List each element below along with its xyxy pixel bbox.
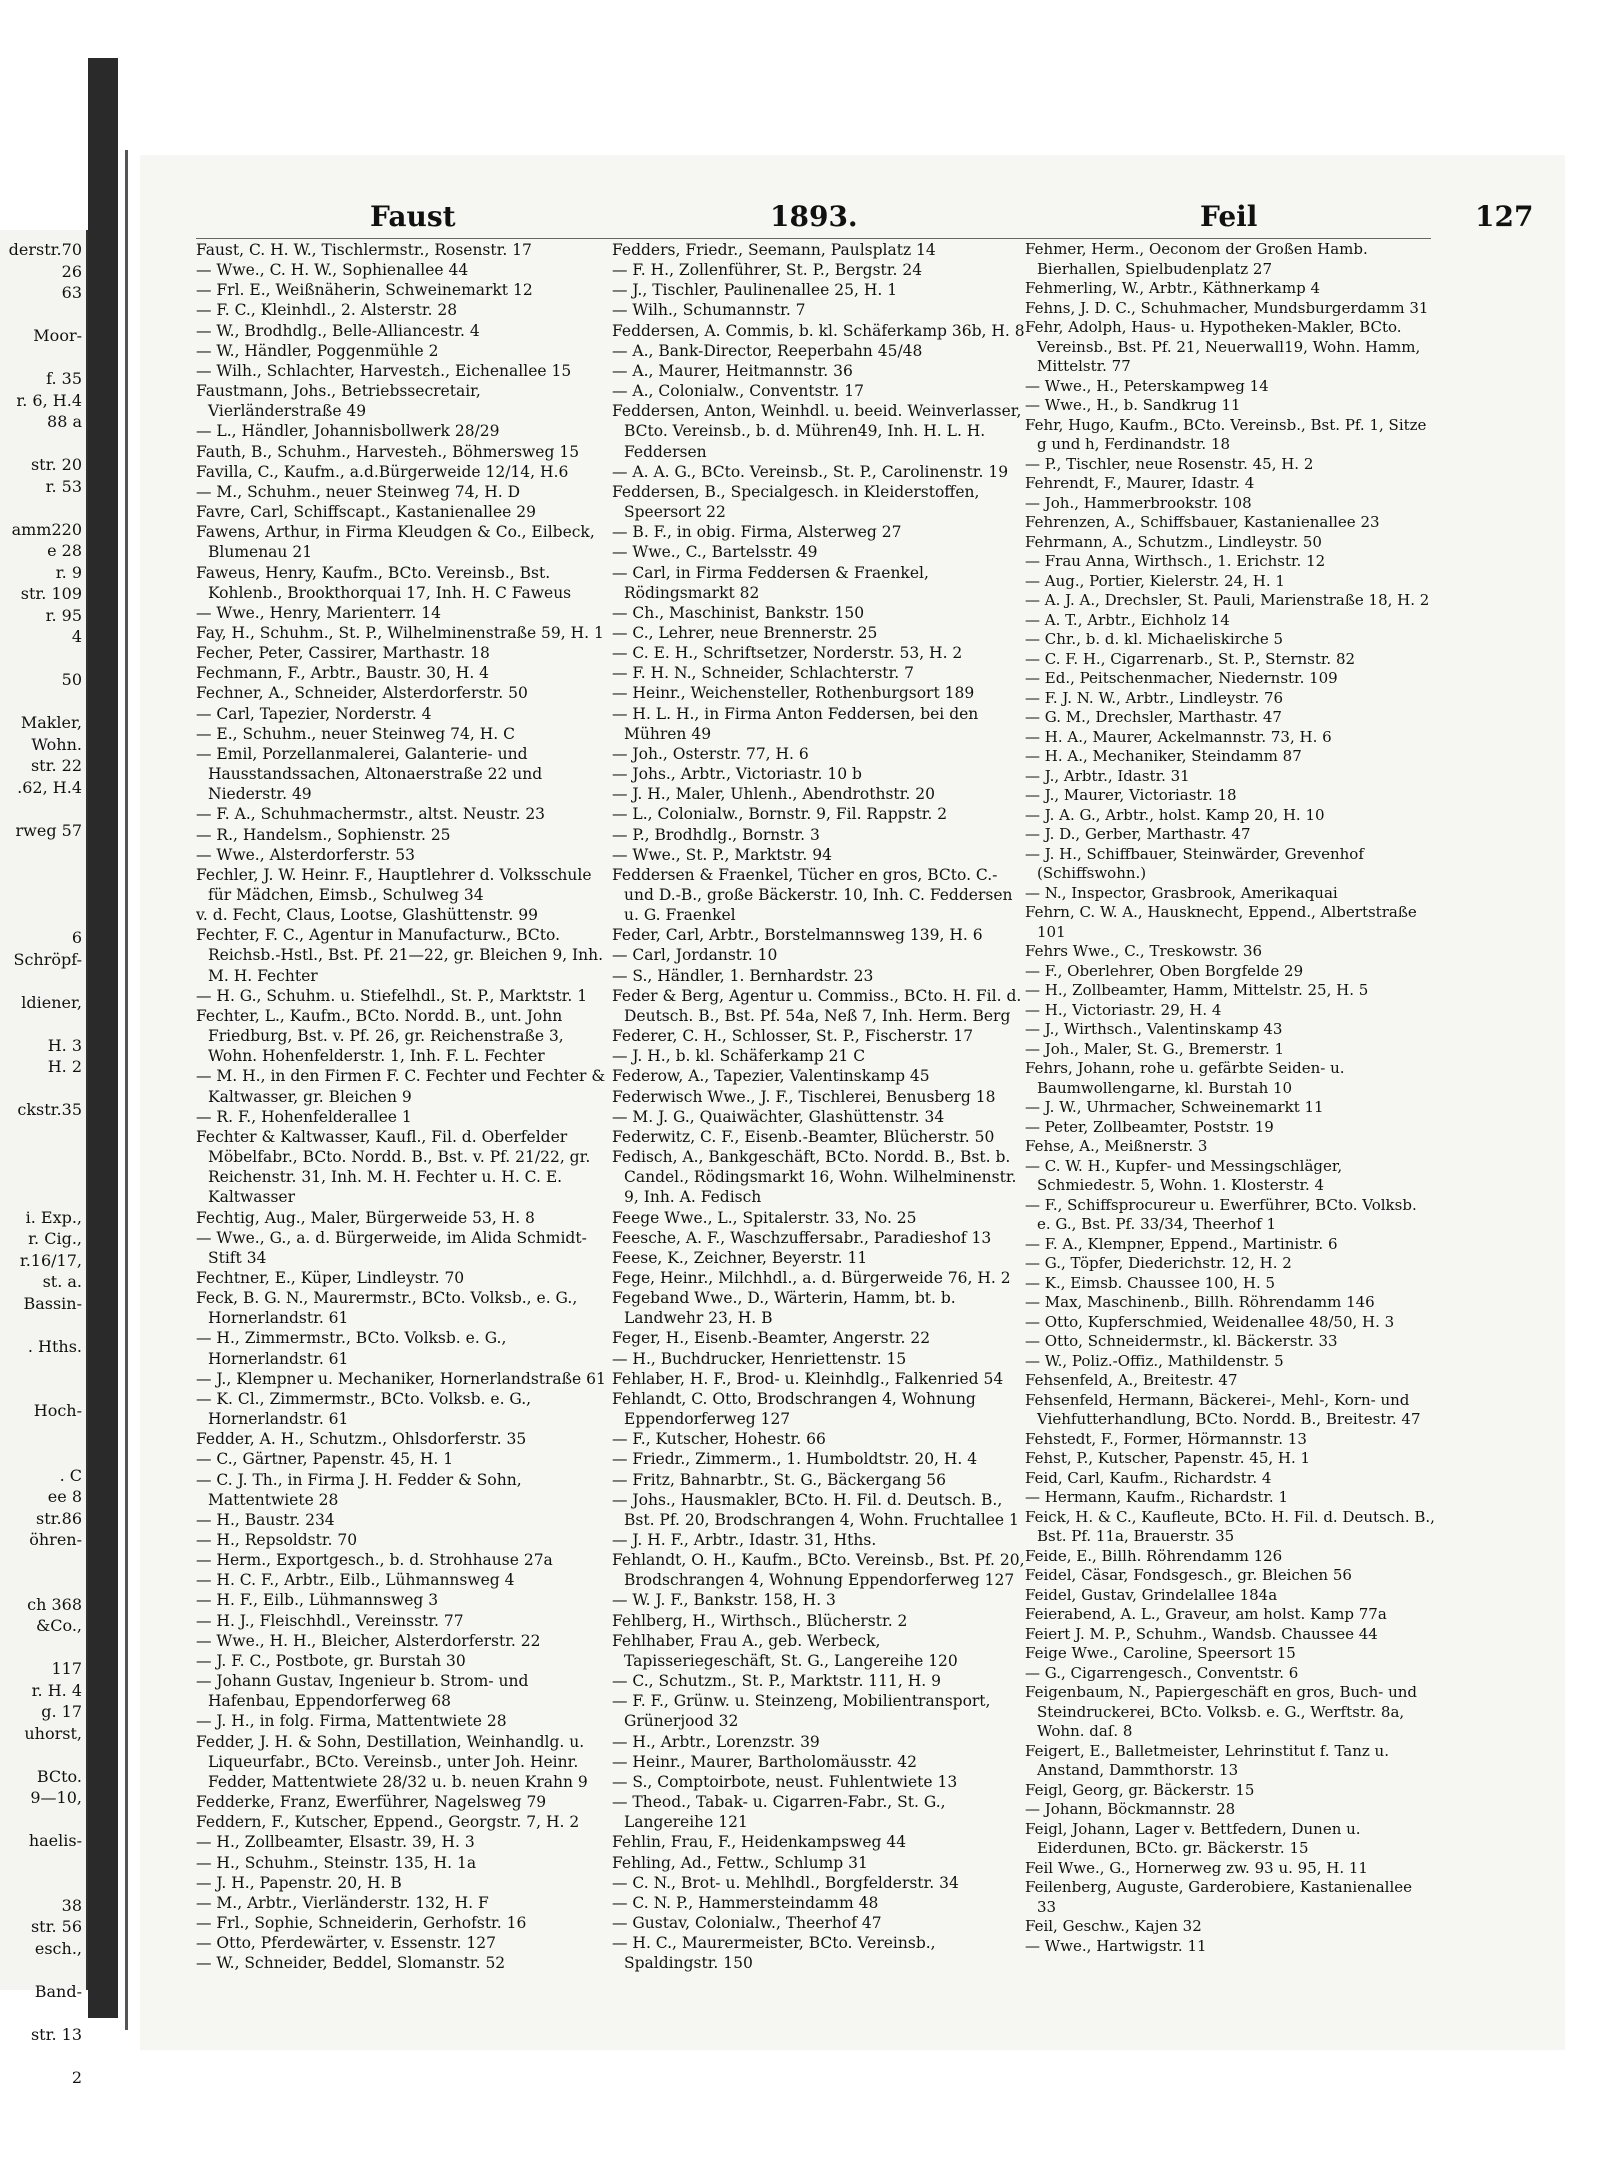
directory-entry: — Wwe., H., b. Sandkrug 11 — [1025, 396, 1241, 414]
directory-entry: — Gustav, Colonialw., Theerhof 47 — [612, 1913, 882, 1932]
directory-entry: — Otto, Kupferschmied, Weidenallee 48/50, H. 3 — [1025, 1312, 1395, 1331]
previous-page-fragment: öhren- — [29, 1530, 82, 1549]
directory-entry: — Wwe., C., Bartelsstr. 49 — [612, 543, 818, 562]
directory-entry: — Johs., Arbtr., Victoriastr. 10 b — [612, 765, 862, 784]
directory-entry: Feil, Geschw., Kajen 32 — [1025, 1917, 1202, 1935]
directory-entry: — C., Schutzm., St. P., Marktstr. 111, H. 9 — [612, 1672, 941, 1691]
directory-entry: — S., Comptoirbote, neust. Fuhlentwiete 13 — [612, 1772, 958, 1791]
directory-entry: Feigert, E., Balletmeister, Lehrinstitut f. Tanz u. Anstand, Dammthorstr. 13 — [1025, 1741, 1389, 1779]
directory-entry: Fehstedt, F., Former, Hörmannstr. 13 — [1025, 1429, 1307, 1448]
directory-entry: Fehmer, Herm., Oeconom der Großen Hamb. Bierhallen, Spielbudenplatz 27 — [1025, 240, 1368, 278]
previous-page-fragment: 4 — [71, 627, 82, 646]
directory-entry: — H., Zollbeamter, Elsastr. 39, H. 3 — [196, 1833, 475, 1852]
directory-entry: Fehr, Hugo, Kaufm., BCto. Vereinsb., Bst. Pf. 1, Sitze g und h, Ferdinandstr. 18 — [1025, 415, 1427, 453]
directory-entry: Fehrn, C. W. A., Hausknecht, Eppend., Albertstraße 101 — [1025, 903, 1417, 941]
directory-entry: — K. Cl., Zimmermstr., BCto. Volksb. e. G., Hornerlandstr. 61 — [196, 1389, 532, 1429]
directory-entry: — H. F., Eilb., Lühmannsweg 3 — [196, 1591, 439, 1610]
directory-entry: Feese, K., Zeichner, Beyerstr. 11 — [612, 1248, 868, 1267]
previous-page-fragment: e 28 — [47, 541, 82, 560]
directory-entry: — W., Schneider, Beddel, Slomanstr. 52 — [196, 1954, 506, 1973]
directory-entry: — H., Baustr. 234 — [196, 1510, 335, 1529]
directory-entry: Fechmann, F., Arbtr., Baustr. 30, H. 4 — [196, 664, 490, 683]
directory-entry: — G. M., Drechsler, Marthastr. 47 — [1025, 708, 1282, 726]
directory-entry: — C. W. H., Kupfer- und Messingschläger, Schmiedestr. 5, Wohn. 1. Klosterstr. 4 — [1025, 1156, 1343, 1194]
previous-page-fragment: H. 3 — [47, 1035, 82, 1055]
previous-page-fragment: Makler, — [20, 713, 82, 732]
directory-entry: Fehlberg, H., Wirthsch., Blücherstr. 2 — [612, 1611, 908, 1630]
directory-entry: Fauth, B., Schuhm., Harvesteh., Böhmersweg 15 — [196, 442, 580, 461]
directory-entry: — S., Händler, 1. Bernhardstr. 23 — [612, 966, 874, 985]
directory-entry: Feesche, A. F., Waschzuffersabr., Paradieshof 13 — [612, 1228, 992, 1247]
previous-page-fragment: str.86 — [36, 1508, 82, 1528]
directory-entry: — Johann, Böckmannstr. 28 — [1025, 1800, 1236, 1818]
directory-entry: Fehsenfeld, Hermann, Bäckerei-, Mehl-, Korn- und Viehfutterhandlung, BCto. Nordd. B., Breitestr. 47 — [1025, 1390, 1421, 1428]
directory-entry: — Ch., Maschinist, Bankstr. 150 — [612, 603, 865, 622]
directory-entry: Faweus, Henry, Kaufm., BCto. Vereinsb., Bst. Kohlenb., Brookthorquai 17, Inh. H. C Faweus — [196, 563, 572, 602]
directory-entry: Fehlhaber, Frau A., geb. Werbeck, Tapisseriegeschäft, St. G., Langereihe 120 — [612, 1631, 958, 1670]
directory-entry: — H. J., Fleischhdl., Vereinsstr. 77 — [196, 1611, 464, 1630]
directory-entry: Fechtner, E., Küper, Lindleystr. 70 — [196, 1268, 465, 1287]
directory-entry: Fecher, Peter, Cassirer, Marthastr. 18 — [196, 644, 490, 663]
directory-entry: — Joh., Maler, St. G., Bremerstr. 1 — [1025, 1039, 1285, 1058]
directory-entry: Feierabend, A. L., Graveur, am holst. Kamp 77a — [1025, 1605, 1387, 1623]
directory-entry: — B. F., in obig. Firma, Alsterweg 27 — [612, 523, 902, 542]
directory-entry: — H., Zollbeamter, Hamm, Mittelstr. 25, H. 5 — [1025, 981, 1369, 999]
directory-entry: Fehsenfeld, A., Breitestr. 47 — [1025, 1371, 1238, 1389]
directory-entry: Feege Wwe., L., Spitalerstr. 33, No. 25 — [612, 1208, 917, 1227]
directory-entry: Feige Wwe., Caroline, Speersort 15 — [1025, 1644, 1296, 1662]
directory-entry: Feck, B. G. N., Maurermstr., BCto. Volksb., e. G., Hornerlandstr. 61 — [196, 1289, 578, 1328]
directory-entry: Favilla, C., Kaufm., a.d.Bürgerweide 12/14, H.6 — [196, 462, 569, 481]
directory-entry: — A. T., Arbtr., Eichholz 14 — [1025, 610, 1230, 629]
directory-entry: — C., Gärtner, Papenstr. 45, H. 1 — [196, 1450, 454, 1469]
directory-entry: — Carl, in Firma Feddersen & Fraenkel, Rödingsmarkt 82 — [612, 563, 929, 602]
directory-entry: — J. A. G., Arbtr., holst. Kamp 20, H. 10 — [1025, 805, 1325, 824]
previous-page-fragment: str. 13 — [30, 2024, 82, 2044]
header-rule — [196, 238, 1431, 239]
previous-page-fragment: f. 35 — [46, 369, 82, 388]
directory-entry: Fawens, Arthur, in Firma Kleudgen & Co., Eilbeck, Blumenau 21 — [196, 523, 595, 562]
directory-entry: — A., Bank-Director, Reeperbahn 45/48 — [612, 341, 923, 360]
previous-page-fragment: str. 56 — [30, 1917, 82, 1936]
directory-entry: — M. H., in den Firmen F. C. Fechter und Fechter & Kaltwasser, gr. Bleichen 9 — [196, 1067, 606, 1106]
directory-entry: — Frl., Sophie, Schneiderin, Gerhofstr. 16 — [196, 1913, 527, 1932]
directory-entry: — J. H., Papenstr. 20, H. B — [196, 1873, 402, 1892]
page-header-year: 1893. — [770, 200, 858, 233]
previous-page-fragment: g. 17 — [41, 1702, 82, 1721]
directory-entry: Fehlandt, O. H., Kaufm., BCto. Vereinsb., Bst. Pf. 20, Brodschrangen 4, Wohnung Eppendorferweg 127 — [612, 1551, 1025, 1590]
directory-entry: — C. E. H., Schriftsetzer, Norderstr. 53, H. 2 — [612, 644, 963, 663]
directory-entry: — A. J. A., Drechsler, St. Pauli, Marienstraße 18, H. 2 — [1025, 591, 1430, 609]
directory-entry: Feick, H. & C., Kaufleute, BCto. H. Fil. d. Deutsch. B., Bst. Pf. 11a, Brauerstr. 35 — [1025, 1507, 1435, 1545]
previous-page-fragment: 2 — [71, 2067, 82, 2087]
directory-entry: — A. A. G., BCto. Vereinsb., St. P., Carolinenstr. 19 — [612, 462, 1009, 481]
directory-entry: Fechter & Kaltwasser, Kaufl., Fil. d. Oberfelder Möbelfabr., BCto. Nordd. B., Bst. v. Pf. 21/22, gr. Reichenstr. 31, Inh. M. H. Fechter u. H. C. E. Kaltwasser — [196, 1127, 591, 1207]
directory-entry: Fechter, F. C., Agentur in Manufacturw., BCto. Reichsb.-Hstl., Bst. Pf. 21—22, gr. Bleichen 9, Inh. M. H. Fechter — [196, 926, 604, 985]
directory-entry: Feder, Carl, Arbtr., Borstelmannsweg 139, H. 6 — [612, 926, 983, 945]
directory-entry: Fehmerling, W., Arbtr., Käthnerkamp 4 — [1025, 279, 1321, 297]
previous-page-fragment: haelis- — [28, 1831, 82, 1850]
directory-entry: — Heinr., Weichensteller, Rothenburgsort 189 — [612, 684, 975, 703]
previous-page-fragment: 38 — [61, 1895, 82, 1915]
directory-entry: — Wilh., Schumannstr. 7 — [612, 301, 806, 320]
page-number: 127 — [1475, 200, 1534, 233]
directory-entry: — Theod., Tabak- u. Cigarren-Fabr., St. G., Langereihe 121 — [612, 1793, 946, 1832]
directory-entry: — Max, Maschinenb., Billh. Röhrendamm 146 — [1025, 1293, 1375, 1311]
directory-entry: — F. A., Schuhmachermstr., altst. Neustr. 23 — [196, 805, 546, 824]
directory-entry: — Ed., Peitschenmacher, Niedernstr. 109 — [1025, 669, 1338, 687]
directory-entry: Feid, Carl, Kaufm., Richardstr. 4 — [1025, 1468, 1272, 1487]
previous-page-fragment: str. 22 — [30, 756, 82, 775]
directory-entry: — J., Maurer, Victoriastr. 18 — [1025, 786, 1237, 804]
previous-page-fragment: ee 8 — [47, 1487, 82, 1506]
previous-page-edge — [0, 230, 88, 2087]
previous-page-fragment: r. H. 4 — [31, 1680, 82, 1700]
directory-entry: Feigenbaum, N., Papiergeschäft en gros, Buch- und Steindruckerei, BCto. Volksb. e. G., Werftstr. 8a, Wohn. daſ. 8 — [1025, 1683, 1418, 1740]
directory-entry: — Wwe., G., a. d. Bürgerweide, im Alida Schmidt-Stift 34 — [196, 1228, 587, 1267]
directory-entry: — L., Händler, Johannisbollwerk 28/29 — [196, 422, 500, 441]
directory-entry: — J. H., in folg. Firma, Mattentwiete 28 — [196, 1712, 507, 1731]
directory-entry: Feddersen, A. Commis, b. kl. Schäferkamp 36b, H. 8 — [612, 321, 1025, 340]
directory-entry: Fedder, J. H. & Sohn, Destillation, Weinhandlg. u. Liqueurfabr., BCto. Vereinsb., unter Joh. Heinr. Fedder, Mattentwiete 28/32 u. b. neuen Krahn 9 — [196, 1732, 588, 1791]
directory-entry: — J., Tischler, Paulinenallee 25, H. 1 — [612, 281, 898, 300]
directory-entry: — J. F. C., Postbote, gr. Burstah 30 — [196, 1651, 466, 1670]
directory-entry: — H., Arbtr., Lorenzstr. 39 — [612, 1732, 820, 1751]
directory-entry: — Otto, Pferdewärter, v. Essenstr. 127 — [196, 1934, 496, 1953]
directory-entry: — J. H., Maler, Uhlenh., Abendrothstr. 20 — [612, 785, 935, 804]
directory-entry: Fehrmann, A., Schutzm., Lindleystr. 50 — [1025, 532, 1322, 551]
directory-entry: Fedders, Friedr., Seemann, Paulsplatz 14 — [612, 241, 936, 259]
directory-entry: Feder & Berg, Agentur u. Commiss., BCto. H. Fil. d. Deutsch. B., Bst. Pf. 54a, Neß 7, Inh. Herm. Berg — [612, 986, 1022, 1025]
directory-entry: — M., Arbtr., Vierländerstr. 132, H. F — [196, 1893, 489, 1912]
directory-entry: — C. N., Brot- u. Mehlhdl., Borgfelderstr. 34 — [612, 1873, 959, 1892]
directory-entry: Fedder, A. H., Schutzm., Ohlsdorferstr. 35 — [196, 1430, 527, 1449]
directory-entry: — C., Lehrer, neue Brennerstr. 25 — [612, 623, 878, 642]
previous-page-fragment: str. 20 — [30, 455, 82, 474]
directory-entry: — W., Händler, Poggenmühle 2 — [196, 341, 439, 360]
directory-entry: Fehns, J. D. C., Schuhmacher, Mundsburgerdamm 31 — [1025, 298, 1429, 317]
directory-entry: — H. A., Mechaniker, Steindamm 87 — [1025, 747, 1302, 765]
directory-entry: — Wwe., H., Peterskampweg 14 — [1025, 376, 1269, 395]
previous-page-fragment: Bassin- — [23, 1293, 82, 1313]
directory-entry: Feil Wwe., G., Hornerweg zw. 93 u. 95, H. 11 — [1025, 1858, 1368, 1877]
directory-entry: — Friedr., Zimmerm., 1. Humboldtstr. 20, H. 4 — [612, 1450, 978, 1469]
directory-entry: Fehst, P., Kutscher, Papenstr. 45, H. 1 — [1025, 1449, 1311, 1467]
directory-entry: — A., Maurer, Heitmannstr. 36 — [612, 361, 853, 380]
directory-entry: — H. G., Schuhm. u. Stiefelhdl., St. P., Marktstr. 1 — [196, 986, 588, 1005]
previous-page-fragment: r. 95 — [45, 605, 82, 625]
directory-entry: Fehlandt, C. Otto, Brodschrangen 4, Wohnung Eppendorferweg 127 — [612, 1389, 976, 1429]
directory-entry: — A., Colonialw., Conventstr. 17 — [612, 382, 865, 401]
directory-entry: — G., Töpfer, Diederichstr. 12, H. 2 — [1025, 1254, 1292, 1272]
directory-entry: — F. H. N., Schneider, Schlachterstr. 7 — [612, 664, 914, 683]
directory-entry: Fehlin, Frau, F., Heidenkampsweg 44 — [612, 1833, 907, 1852]
directory-entry: — Frau Anna, Wirthsch., 1. Erichstr. 12 — [1025, 552, 1326, 570]
directory-entry: Feigl, Johann, Lager v. Bettfedern, Dunen u. Eiderdunen, BCto. gr. Bäckerstr. 15 — [1025, 1819, 1361, 1857]
directory-entry: Fehr, Adolph, Haus- u. Hypotheken-Makler, BCto. Vereinsb., Bst. Pf. 21, Neuerwall19, Wohn. Hamm, Mittelstr. 77 — [1025, 318, 1421, 375]
directory-entry: — Herm., Exportgesch., b. d. Strohhause 27a — [196, 1551, 553, 1570]
directory-entry: — Johs., Hausmakler, BCto. H. Fil. d. Deutsch. B., Bst. Pf. 20, Brodschrangen 4, Wohn. Fruchtallee 1 — [612, 1490, 1019, 1529]
previous-page-fragment: .62, H.4 — [17, 777, 82, 797]
directory-entry: — Wwe., Alsterdorferstr. 53 — [196, 845, 415, 864]
directory-entry: Feddersen, Anton, Weinhdl. u. beeid. Weinverlasser, BCto. Vereinsb., b. d. Mühren49, Inh. H. L. H. Feddersen — [612, 402, 1022, 461]
previous-page-fragment: 50 — [61, 670, 82, 689]
directory-entry: — Chr., b. d. kl. Michaeliskirche 5 — [1025, 630, 1284, 648]
directory-entry: — Carl, Jordanstr. 10 — [612, 946, 778, 965]
directory-entry: Fehse, A., Meißnerstr. 3 — [1025, 1137, 1208, 1155]
directory-entry: Fechner, A., Schneider, Alsterdorferstr. 50 — [196, 684, 528, 703]
previous-page-fragment: r. 53 — [45, 476, 82, 496]
directory-entry: — C. J. Th., in Firma J. H. Fedder & Sohn, Mattentwiete 28 — [196, 1470, 522, 1509]
directory-entry: — H., Zimmermstr., BCto. Volksb. e. G., Hornerlandstr. 61 — [196, 1329, 507, 1368]
directory-entry: — E., Schuhm., neuer Steinweg 74, H. C — [196, 724, 515, 743]
directory-entry: Feidel, Cäsar, Fondsgesch., gr. Bleichen 56 — [1025, 1566, 1352, 1584]
directory-entry: — J., Klempner u. Mechaniker, Hornerlandstraße 61 — [196, 1369, 606, 1388]
previous-page-fragment: 26 — [61, 261, 82, 281]
directory-entry: — L., Colonialw., Bornstr. 9, Fil. Rappstr. 2 — [612, 805, 948, 824]
directory-entry: — F., Schiffsprocureur u. Ewerführer, BCto. Volksb. e. G., Bst. Pf. 33/34, Theerhof 1 — [1025, 1195, 1417, 1233]
directory-entry: — M. J. G., Quaiwächter, Glashüttenstr. 34 — [612, 1107, 945, 1126]
directory-entry: — Carl, Tapezier, Norderstr. 4 — [196, 704, 432, 723]
previous-page-fragment: Wohn. — [31, 734, 82, 754]
directory-entry: — W. J. F., Bankstr. 158, H. 3 — [612, 1591, 836, 1610]
previous-page-fragment: ch 368 — [27, 1594, 82, 1614]
directory-entry: Faustmann, Johs., Betriebssecretair, Vierländerstraße 49 — [196, 382, 481, 421]
directory-entry: Feide, E., Billh. Röhrendamm 126 — [1025, 1546, 1283, 1565]
previous-page-fragment: &Co., — [35, 1616, 82, 1635]
previous-page-fragment: 9—10, — [30, 1788, 82, 1807]
directory-entry: Federow, A., Tapezier, Valentinskamp 45 — [612, 1067, 930, 1086]
directory-entry: — Fritz, Bahnarbtr., St. G., Bäckergang 56 — [612, 1470, 946, 1489]
directory-entry: Feddersen, B., Specialgesch. in Kleiderstoffen, Speersort 22 — [612, 482, 980, 522]
directory-entry: Federwisch Wwe., J. F., Tischlerei, Benusberg 18 — [612, 1087, 996, 1106]
previous-page-fragment: 6 — [71, 928, 82, 947]
directory-entry: — F., Kutscher, Hohestr. 66 — [612, 1430, 826, 1449]
directory-entry: — Wwe., St. P., Marktstr. 94 — [612, 845, 832, 864]
directory-entry: — Joh., Hammerbrookstr. 108 — [1025, 493, 1252, 512]
previous-page-fragment: r.16/17, — [19, 1250, 82, 1270]
directory-entry: Fehrs, Johann, rohe u. gefärbte Seiden- u. Baumwollengarne, kl. Burstah 10 — [1025, 1059, 1345, 1097]
directory-entry: — Wwe., H. H., Bleicher, Alsterdorferstr. 22 — [196, 1631, 541, 1650]
previous-page-fragment: derstr.70 — [8, 240, 82, 259]
directory-entry: Feilenberg, Auguste, Garderobiere, Kastanienallee 33 — [1025, 1878, 1413, 1916]
directory-entry: — Otto, Schneidermstr., kl. Bäckerstr. 33 — [1025, 1332, 1338, 1350]
directory-entry: Fedisch, A., Bankgeschäft, BCto. Nordd. B., Bst. b. Candel., Rödingsmarkt 16, Wohn. Wilhelminenstr. 9, Inh. A. Fedisch — [612, 1148, 1017, 1207]
directory-entry: — M., Schuhm., neuer Steinweg 74, H. D — [196, 482, 521, 501]
book-gutter-line — [125, 150, 128, 2030]
page-header-right: Feil — [1200, 200, 1258, 233]
directory-entry: — C. F. H., Cigarrenarb., St. P., Sternstr. 82 — [1025, 649, 1356, 668]
directory-entry: — W., Brodhdlg., Belle-Alliancestr. 4 — [196, 321, 480, 340]
previous-page-fragment: 117 — [51, 1659, 82, 1678]
previous-page-fragment: esch., — [34, 1938, 82, 1958]
directory-entry: — F. H., Zollenführer, St. P., Bergstr. 24 — [612, 261, 923, 280]
directory-entry: Fege, Heinr., Milchhdl., a. d. Bürgerweide 76, H. 2 — [612, 1268, 1011, 1287]
directory-entry: — Wwe., Henry, Marienterr. 14 — [196, 603, 441, 622]
directory-entry: — Joh., Osterstr. 77, H. 6 — [612, 744, 809, 763]
directory-entry: — H., Schuhm., Steinstr. 135, H. 1a — [196, 1853, 477, 1872]
directory-entry: — C. N. P., Hammersteindamm 48 — [612, 1893, 879, 1912]
previous-page-fragment: r. Cig., — [28, 1229, 82, 1248]
directory-entry: — R., Handelsm., Sophienstr. 25 — [196, 825, 451, 844]
directory-entry: — H. L. H., in Firma Anton Feddersen, bei den Mühren 49 — [612, 704, 979, 743]
directory-entry: Fehlaber, H. F., Brod- u. Kleinhdlg., Falkenried 54 — [612, 1369, 1004, 1388]
directory-entry: — Wwe., Hartwigstr. 11 — [1025, 1936, 1207, 1955]
directory-entry: — H., Victoriastr. 29, H. 4 — [1025, 1000, 1222, 1019]
previous-page-fragment: str. 109 — [20, 584, 82, 603]
directory-entry: — R. F., Hohenfelderallee 1 — [196, 1107, 412, 1126]
previous-page-fragment: ldiener, — [21, 992, 82, 1012]
directory-entry: — Emil, Porzellanmalerei, Galanterie- und Hausstandssachen, Altonaerstraße 22 und Niederstr. 49 — [196, 744, 543, 804]
directory-entry: Federer, C. H., Schlosser, St. P., Fischerstr. 17 — [612, 1027, 974, 1046]
directory-entry: — J., Arbtr., Idastr. 31 — [1025, 766, 1190, 785]
directory-column-2 — [612, 240, 1027, 2040]
previous-page-fragment: BCto. — [36, 1766, 82, 1786]
directory-entry: — Hermann, Kaufm., Richardstr. 1 — [1025, 1488, 1289, 1506]
directory-entry: — H., Repsoldstr. 70 — [196, 1531, 358, 1549]
directory-entry: — Wilh., Schlachter, Harvestεh., Eichenallee 15 — [196, 361, 572, 380]
book-gutter-shadow — [88, 58, 118, 2018]
directory-entry: — N., Inspector, Grasbrook, Amerikaquai — [1025, 883, 1338, 902]
previous-page-fragment: Moor- — [33, 326, 82, 345]
directory-entry: Fechtig, Aug., Maler, Bürgerweide 53, H. 8 — [196, 1208, 535, 1227]
directory-entry: Fehrs Wwe., C., Treskowstr. 36 — [1025, 942, 1263, 960]
directory-entry: — J. D., Gerber, Marthastr. 47 — [1025, 825, 1251, 843]
previous-page-fragment: amm220 — [11, 519, 82, 539]
previous-page-fragment: 63 — [61, 283, 82, 302]
previous-page-fragment: r. 9 — [55, 562, 82, 582]
directory-entry: Fay, H., Schuhm., St. P., Wilhelminenstraße 59, H. 1 — [196, 623, 604, 642]
directory-entry: — F. C., Kleinhdl., 2. Alsterstr. 28 — [196, 301, 458, 320]
directory-entry: Fechler, J. W. Heinr. F., Hauptlehrer d. Volksschule für Mädchen, Eimsb., Schulweg 34 — [196, 865, 592, 904]
directory-column-3 — [1025, 240, 1435, 2040]
directory-entry: — P., Brodhdlg., Bornstr. 3 — [612, 825, 820, 844]
directory-column-1 — [196, 240, 611, 2040]
directory-entry: — J., Wirthsch., Valentinskamp 43 — [1025, 1020, 1283, 1038]
directory-entry: Fehrendt, F., Maurer, Idastr. 4 — [1025, 474, 1255, 492]
directory-entry: — H. C., Maurermeister, BCto. Vereinsb., Spaldingstr. 150 — [612, 1934, 936, 1973]
previous-page-fragment: Hoch- — [33, 1401, 82, 1420]
previous-page-fragment: . Hths. — [27, 1336, 82, 1356]
directory-entry: Feddersen & Fraenkel, Tücher en gros, BCto. C.- und D.-B., große Bäckerstr. 10, Inh. C. Feddersen u. G. Fraenkel — [612, 865, 1013, 925]
previous-page-fragment: rweg 57 — [15, 820, 82, 840]
previous-page-fragment: ckstr.35 — [17, 1100, 82, 1119]
directory-entry: Fehrenzen, A., Schiffsbauer, Kastanienallee 23 — [1025, 513, 1380, 531]
directory-entry: — J. H., Schiffbauer, Steinwärder, Grevenhof (Schiffswohn.) — [1025, 844, 1364, 882]
directory-entry: Feigl, Georg, gr. Bäckerstr. 15 — [1025, 1780, 1255, 1799]
previous-page-fragment: Band- — [34, 1981, 82, 2001]
directory-entry: — K., Eimsb. Chaussee 100, H. 5 — [1025, 1273, 1276, 1292]
directory-entry: Feidel, Gustav, Grindelallee 184a — [1025, 1585, 1278, 1604]
directory-entry: — F., Oberlehrer, Oben Borgfelde 29 — [1025, 961, 1304, 980]
directory-entry: Fehling, Ad., Fettw., Schlump 31 — [612, 1853, 868, 1872]
directory-entry: — Heinr., Maurer, Bartholomäusstr. 42 — [612, 1752, 917, 1771]
previous-page-fragment: r. 6, H.4 — [16, 390, 82, 410]
directory-entry: Feger, H., Eisenb.-Beamter, Angerstr. 22 — [612, 1329, 931, 1348]
directory-entry: Favre, Carl, Schiffscapt., Kastanienallee 29 — [196, 503, 537, 522]
directory-entry: — Aug., Portier, Kielerstr. 24, H. 1 — [1025, 571, 1285, 590]
directory-entry: Faust, C. H. W., Tischlermstr., Rosenstr. 17 — [196, 241, 532, 259]
directory-entry: — G., Cigarrengesch., Conventstr. 6 — [1025, 1663, 1299, 1682]
previous-page-fragment: Schröpf- — [13, 949, 82, 969]
directory-entry: — Wwe., C. H. W., Sophienallee 44 — [196, 261, 469, 280]
directory-entry: — Johann Gustav, Ingenieur b. Strom- und Hafenbau, Eppendorferweg 68 — [196, 1672, 529, 1711]
directory-entry: — H. C. F., Arbtr., Eilb., Lühmannsweg 4 — [196, 1571, 515, 1590]
directory-entry: Federwitz, C. F., Eisenb.-Beamter, Blücherstr. 50 — [612, 1127, 995, 1146]
directory-entry: v. d. Fecht, Claus, Lootse, Glashüttenstr. 99 — [196, 906, 538, 925]
directory-entry: — H., Buchdrucker, Henriettenstr. 15 — [612, 1349, 907, 1368]
directory-entry: — Peter, Zollbeamter, Poststr. 19 — [1025, 1117, 1274, 1136]
directory-entry: — H. A., Maurer, Ackelmannstr. 73, H. 6 — [1025, 727, 1332, 746]
directory-entry: Fegeband Wwe., D., Wärterin, Hamm, bt. b. Landwehr 23, H. B — [612, 1289, 956, 1328]
previous-page-fragment: H. 2 — [47, 1057, 82, 1076]
directory-entry: Fechter, L., Kaufm., BCto. Nordd. B., unt. John Friedburg, Bst. v. Pf. 26, gr. Reichenstraße 3, Wohn. Hohenfelderstr. 1, Inh. F. L. Fechter — [196, 1006, 564, 1066]
page-header-left: Faust — [370, 200, 456, 233]
directory-entry: — P., Tischler, neue Rosenstr. 45, H. 2 — [1025, 454, 1314, 473]
directory-entry: — J. W., Uhrmacher, Schweinemarkt 11 — [1025, 1098, 1324, 1116]
previous-page-fragment: 88 a — [47, 412, 82, 431]
directory-entry: — W., Poliz.-Offiz., Mathildenstr. 5 — [1025, 1351, 1284, 1370]
directory-entry: Feddern, F., Kutscher, Eppend., Georgstr. 7, H. 2 — [196, 1813, 580, 1832]
directory-entry: — F. J. N. W., Arbtr., Lindleystr. 76 — [1025, 688, 1284, 707]
previous-page-fragment: st. a. — [42, 1272, 82, 1291]
directory-entry: — F. F., Grünw. u. Steinzeng, Mobilientransport, Grünerjood 32 — [612, 1692, 991, 1731]
previous-page-fragment: . C — [59, 1465, 82, 1485]
directory-entry: — F. A., Klempner, Eppend., Martinistr. 6 — [1025, 1234, 1338, 1253]
directory-entry: — J. H. F., Arbtr., Idastr. 31, Hths. — [612, 1531, 877, 1549]
previous-page-fragment: i. Exp., — [25, 1207, 82, 1227]
directory-entry: Fedderke, Franz, Ewerführer, Nagelsweg 79 — [196, 1793, 547, 1812]
previous-page-fragment: uhorst, — [24, 1723, 82, 1743]
directory-entry: — J. H., b. kl. Schäferkamp 21 C — [612, 1047, 866, 1066]
directory-entry: Feiert J. M. P., Schuhm., Wandsb. Chaussee 44 — [1025, 1624, 1378, 1643]
directory-entry: — Frl. E., Weißnäherin, Schweinemarkt 12 — [196, 281, 533, 300]
